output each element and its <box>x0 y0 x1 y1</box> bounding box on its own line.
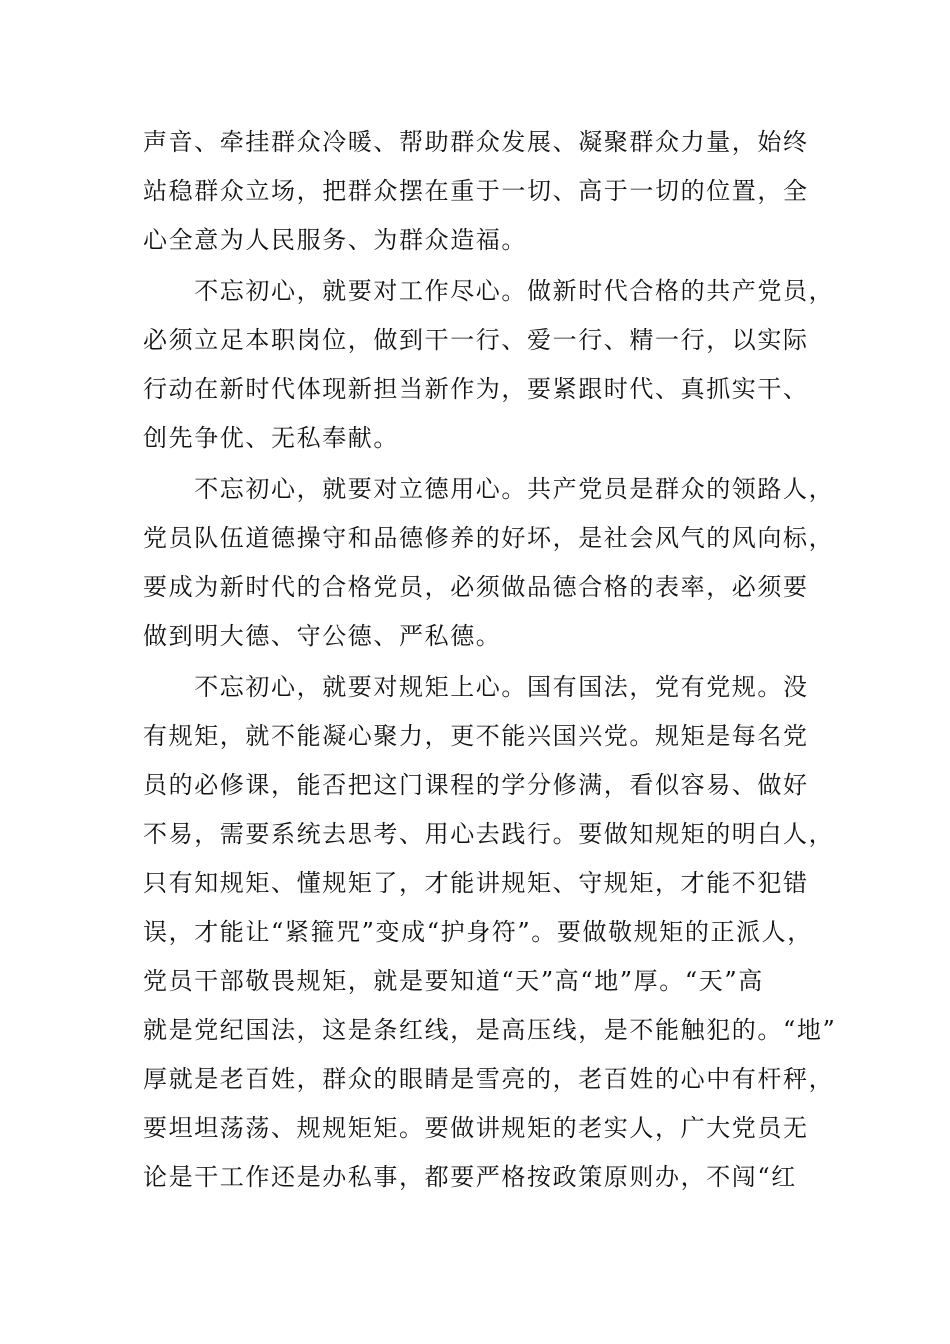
text-line: 站稳群众立场，把群众摆在重于一切、高于一切的位置，全 <box>143 177 809 205</box>
text-line: 行动在新时代体现新担当新作为，要紧跟时代、真抓实干、 <box>143 375 809 403</box>
text-line: 要坦坦荡荡、规规矩矩。要做讲规矩的老实人，广大党员无 <box>143 1114 809 1142</box>
text-line: 声音、牵挂群众冷暖、帮助群众发展、凝聚群众力量，始终 <box>143 128 809 156</box>
text-line: 误，才能让“紧箍咒”变成“护身符”。要做敬规矩的正派人， <box>143 918 813 946</box>
text-line: 不忘初心，就要对规矩上心。国有国法，党有党规。没 <box>143 673 809 701</box>
text-line: 要成为新时代的合格党员，必须做品德合格的表率，必须要 <box>143 573 809 601</box>
text-line: 员的必修课，能否把这门课程的学分修满，看似容易、做好 <box>143 771 809 799</box>
text-line: 厚就是老百姓，群众的眼睛是雪亮的，老百姓的心中有杆秤， <box>143 1065 835 1093</box>
text-line: 创先争优、无私奉献。 <box>143 424 399 452</box>
text-line: 做到明大德、守公德、严私德。 <box>143 622 502 650</box>
text-line: 党员干部敬畏规矩，就是要知道“天”高“地”厚。“天”高 <box>143 967 764 995</box>
text-line: 论是干工作还是办私事，都要严格按政策原则办，不闯“红 <box>143 1163 797 1191</box>
text-line: 不易，需要系统去思考、用心去践行。要做知规矩的明白人， <box>143 820 835 848</box>
text-line: 不忘初心，就要对工作尽心。做新时代合格的共产党员， <box>143 277 835 305</box>
text-line: 不忘初心，就要对立德用心。共产党员是群众的领路人， <box>143 475 835 503</box>
text-line: 有规矩，就不能凝心聚力，更不能兴国兴党。规矩是每名党 <box>143 722 809 750</box>
text-line: 必须立足本职岗位，做到干一行、爱一行、精一行，以实际 <box>143 326 809 354</box>
text-line: 就是党纪国法，这是条红线，是高压线，是不能触犯的。“地” <box>143 1016 837 1044</box>
text-line: 党员队伍道德操守和品德修养的好坏，是社会风气的风向标， <box>143 524 835 552</box>
text-line: 只有知规矩、懂规矩了，才能讲规矩、守规矩，才能不犯错 <box>143 869 809 897</box>
text-line: 心全意为人民服务、为群众造福。 <box>143 226 527 254</box>
